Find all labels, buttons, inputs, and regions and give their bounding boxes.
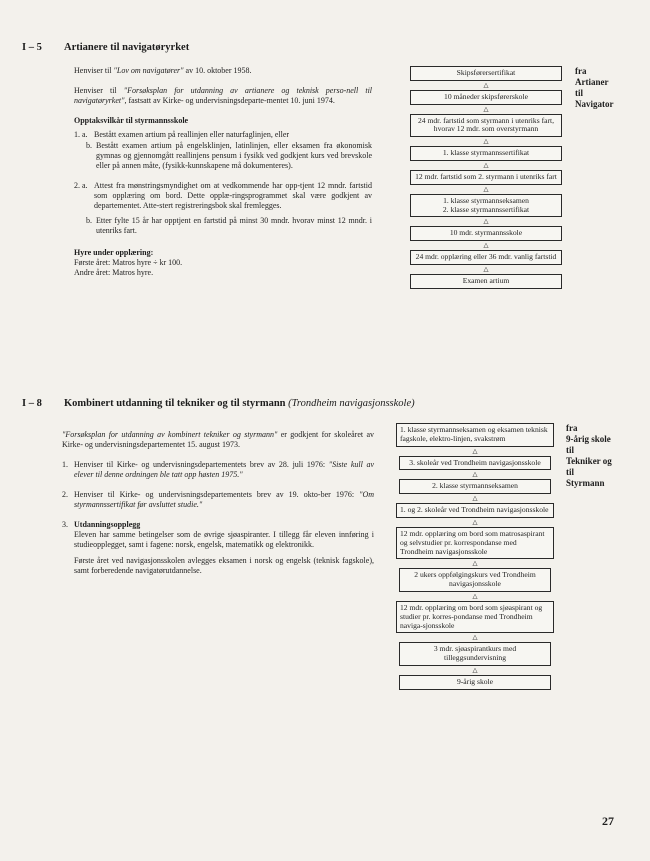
requirement-item: 2. a. Attest fra mønstringsmyndighet om at vedkommende har opp-tjent 12 mndr. fartstid som opplæring om bord. Dette opplæ-ringsprogrammet skal være godkjent av departementet. Atte-stert registreringsbok skal fremlegges. — [74, 181, 372, 210]
reference-item: 3. Utdanningsopplegg Eleven har samme betingelser som de øvrige sjøaspiranter. I tillegg får eleven innføring i studieopplegget, samt i fagene: norsk, engelsk, matematikk og elektronikk. Første året ved navigasjonsskolen avlegges eksamen i norsk og engelsk (teknisk fagskole), samt forberedende navigatørutdannelse. — [62, 520, 374, 575]
item-heading: Utdanningsopplegg — [74, 520, 141, 529]
flow-arrow-icon: △ — [483, 264, 489, 273]
reference-item: 2. Henviser til Kirke- og undervisningsdepartementets brev av 19. okto-ber 1976: "Om styrmannssertifikat før avsluttet studie." — [62, 490, 374, 509]
requirements-heading: Opptaksvilkår til styrmannsskole — [74, 116, 189, 125]
requirement-item: b. Etter fylte 15 år har opptjent en fartstid på minst 30 mndr. hvorav minst 12 mndr. i utenriks fart. — [86, 216, 372, 235]
section-i8-body — [62, 430, 374, 576]
flow-box: 1. klasse styrmannssertifikat — [410, 146, 562, 161]
flow-arrow-icon: △ — [472, 470, 478, 479]
side-label-tekniker: fra 9-årig skole til Tekniker og til Styrmann — [566, 423, 612, 488]
wage-line: Andre året: Matros hyre. — [74, 268, 154, 277]
reference-plan: "Forsøksplan for utdanning av kombinert tekniker og styrmann" er godkjent for skoleåret av Kirke- og undervisningsdepartementet 15. august 1973. — [62, 430, 375, 449]
section-subtitle: (Trondheim navigasjonsskole) — [288, 398, 415, 409]
flow-box: 3 mdr. sjøaspirantkurs med tilleggsundervisning — [399, 642, 551, 666]
section-number: I – 8 — [22, 398, 42, 409]
flow-arrow-icon: △ — [472, 446, 478, 455]
flow-arrow-icon: △ — [472, 559, 478, 568]
requirement-item: 1. a. Bestått examen artium på reallinjen eller naturfaglinjen, eller — [74, 130, 290, 139]
flow-box: Examen artium — [410, 274, 562, 289]
flow-box: 1. klasse styrmannseksamen 2. klasse styrmannssertifikat — [410, 194, 562, 218]
flow-arrow-icon: △ — [472, 665, 478, 674]
page-number: 27 — [602, 814, 614, 828]
flow-box: 12 mdr. fartstid som 2. styrmann i utenriks fart — [410, 170, 562, 185]
flow-box: 1. klasse styrmannseksamen og eksamen teknisk fagskole, elektro-linjen, svakstrøm — [396, 423, 554, 447]
reference-law: Henviser til "Lov om navigatører" av 10. oktober 1958. — [74, 66, 252, 75]
flowchart-tekniker — [396, 423, 554, 690]
flow-arrow-icon: △ — [472, 517, 478, 526]
flow-box: Skipsførersertifikat — [410, 66, 562, 81]
wage-heading: Hyre under opplæring: — [74, 248, 154, 257]
flow-box: 24 mdr. fartstid som styrmann i utenriks fart, hvorav 12 mdr. som overstyrmann — [410, 114, 562, 138]
flow-arrow-icon: △ — [483, 137, 489, 146]
flow-box: 12 mdr. opplæring om bord som matrosaspirant og selvstudier pr. korrespondanse med Trondheim navigasjonsskole — [396, 527, 554, 559]
flow-arrow-icon: △ — [483, 80, 489, 89]
flow-arrow-icon: △ — [483, 184, 489, 193]
section-title: Kombinert utdanning til tekniker og til styrmann — [64, 398, 286, 409]
flow-arrow-icon: △ — [483, 104, 489, 113]
flow-box: 3. skoleår ved Trondheim navigasjonsskole — [399, 456, 551, 471]
flow-arrow-icon: △ — [472, 494, 478, 503]
flow-arrow-icon: △ — [483, 217, 489, 226]
requirement-item: b. Bestått examen artium på engelsklinjen, latinlinjen, eller eksamen fra økonomisk gymnas og gjennomgått reallinjens pensum i fysikk ved godkjent kurs ved brevskole eller på annen måte, (fysikk-kunnskapene må dokumenteres). — [86, 141, 372, 170]
wage-line: Første året: Matros hyre ÷ kr 100. — [74, 258, 183, 267]
flow-arrow-icon: △ — [472, 633, 478, 642]
flow-box: 1. og 2. skoleår ved Trondheim navigasjonsskole — [396, 503, 554, 518]
section-title: Artianere til navigatøryrket — [64, 42, 190, 53]
flow-arrow-icon: △ — [472, 591, 478, 600]
section-heading-i8 — [22, 398, 415, 409]
flow-box: 10 måneder skipsførerskole — [410, 90, 562, 105]
reference-plan: Henviser til "Forsøksplan for utdanning av artianere og teknisk perso-nell til navigatøryrket", fastsatt av Kirke- og undervisningsdeparte-mentet 10. juni 1974. — [74, 86, 373, 105]
flow-box: 2 ukers oppfølgingskurs ved Trondheim navigasjonsskole — [399, 568, 551, 592]
reference-item: 1. Henviser til Kirke- og undervisningsdepartementets brev av 28. juli 1976: "Siste kull av elever til denne ordningen ble tatt opp høsten 1975." — [62, 460, 374, 479]
flow-box: 12 mdr. opplæring om bord som sjøaspirant og studier pr. korres-pondanse med Trondheim naviga-sjonsskole — [396, 601, 554, 633]
section-heading-i5 — [22, 42, 189, 53]
section-i5-body — [74, 66, 372, 278]
flow-arrow-icon: △ — [483, 241, 489, 250]
side-label-artianer: fra Artianer til Navigator — [575, 66, 614, 109]
flow-box: 10 mdr. styrmannsskole — [410, 226, 562, 241]
flow-box: 24 mdr. opplæring eller 36 mdr. vanlig fartstid — [410, 250, 562, 265]
flow-box: 2. klasse styrmannseksamen — [399, 479, 551, 494]
flowchart-artianer — [410, 66, 562, 289]
flow-arrow-icon: △ — [483, 160, 489, 169]
flow-box: 9-årig skole — [399, 675, 551, 690]
section-number: I – 5 — [22, 42, 42, 53]
